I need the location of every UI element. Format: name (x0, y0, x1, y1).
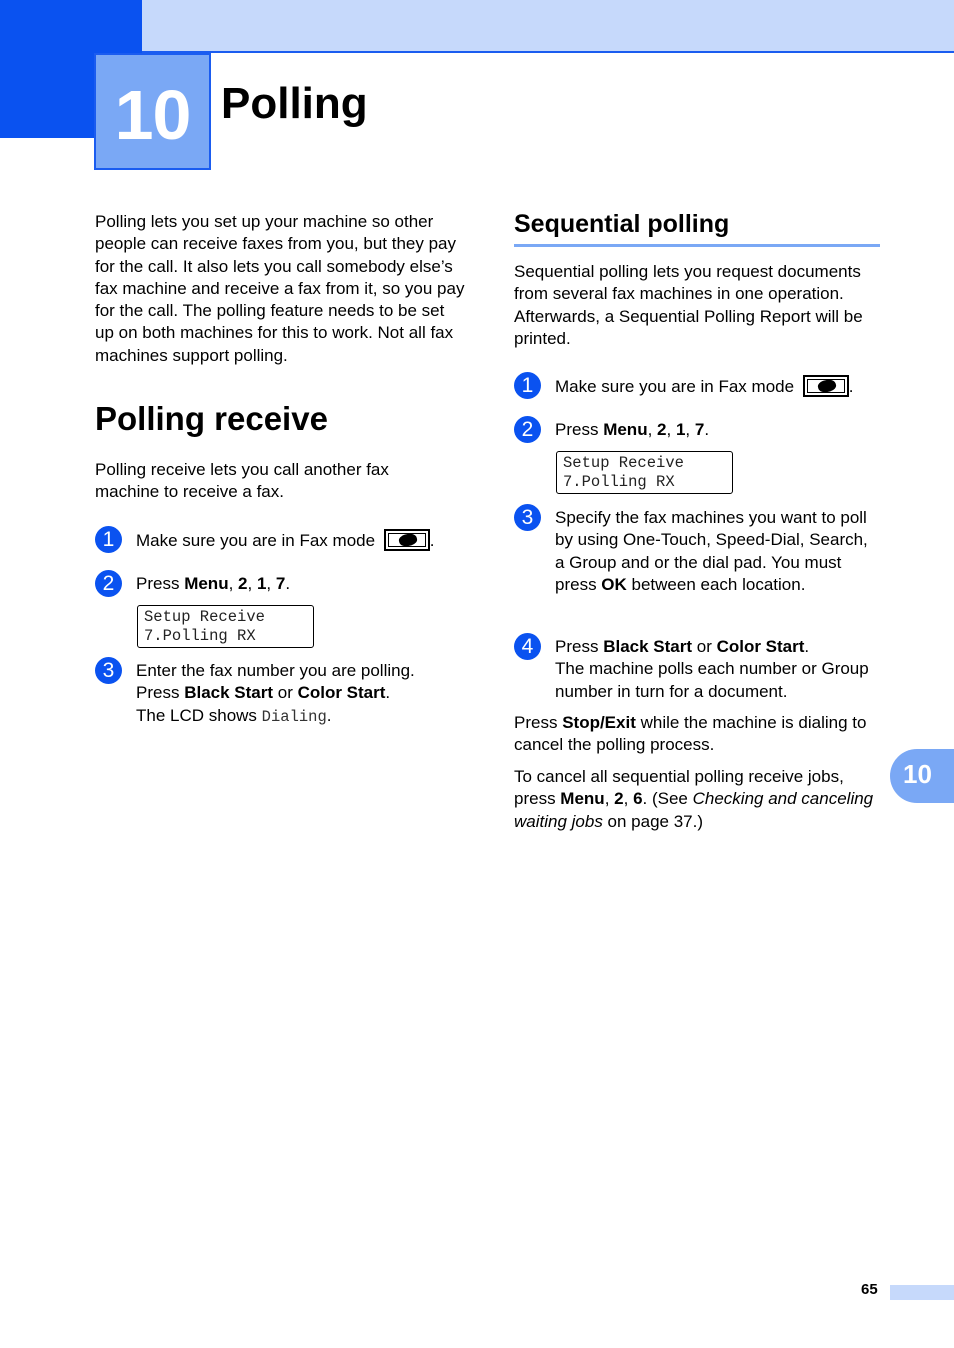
key-2: 2 (614, 789, 624, 809)
polling-receive-intro: Polling receive lets you call another fax machine to receive a fax. (95, 460, 389, 502)
cross-reference-link[interactable]: Checking and canceling waiting jobs (514, 789, 874, 831)
step-3-line-1: Enter the fax number you are polling. (136, 661, 415, 680)
key-black-start: Black Start (184, 683, 274, 703)
note1-b: while the machine is dialing to cancel the polling process. (514, 713, 867, 755)
key-6: 6 (633, 789, 643, 809)
note2-a: To cancel all sequential polling receive jobs, press (514, 767, 844, 809)
lcd-line-1: Setup Receive (563, 454, 684, 472)
chapter-title: Polling (221, 79, 368, 128)
page-number: 65 (861, 1281, 878, 1298)
seq-step-4-line-2: The machine polls each number or Group number in turn for a document. (555, 659, 869, 701)
chapter-side-tab-number: 10 (903, 759, 932, 789)
lcd-line-2: 7.Polling RX (563, 473, 675, 491)
step-number: 2 (514, 416, 541, 443)
seq-step-1-label: Make sure you are in Fax mode (555, 377, 795, 396)
header-band (0, 0, 954, 53)
sep: , (604, 789, 615, 809)
step-1-label: Make sure you are in Fax mode (136, 531, 376, 550)
polling-receive-heading: Polling receive (95, 400, 328, 437)
sep: , (228, 574, 239, 593)
key-7: 7 (275, 574, 286, 593)
key-2: 2 (657, 420, 667, 439)
footer-bar (890, 1285, 954, 1300)
end: . (804, 637, 810, 656)
sequential-polling-heading: Sequential polling (514, 210, 730, 238)
step-3-text (136, 660, 466, 728)
chapter-number-box (94, 53, 211, 170)
seq-step-3-text-b: between each location. (626, 574, 806, 594)
end: . (385, 683, 391, 703)
seq-step-1-text (555, 375, 885, 398)
step-number: 4 (514, 633, 541, 660)
text-press: Press (136, 574, 185, 593)
key-1: 1 (675, 420, 686, 439)
sep: , (266, 574, 276, 593)
text-or: or (273, 683, 298, 703)
step-number: 3 (95, 657, 122, 684)
seq-step-4-text (555, 636, 875, 703)
key-7: 7 (694, 420, 705, 439)
end: . (326, 705, 332, 725)
text-lcd-shows: The LCD shows (136, 705, 262, 725)
step-number: 3 (514, 504, 541, 531)
key-black-start: Black Start (603, 637, 693, 656)
seq-step-2-text (555, 419, 885, 441)
sep: , (647, 420, 658, 439)
key-color-start: Color Start (297, 683, 386, 703)
end: . (704, 420, 710, 439)
heading-underline (514, 244, 880, 247)
note1-a: Press (514, 713, 563, 732)
chapter-number: 10 (114, 75, 191, 154)
text-press: Press (555, 637, 604, 656)
step-1-text (136, 529, 466, 552)
key-ok: OK (601, 574, 627, 594)
text-or: or (692, 637, 717, 656)
fax-mode-icon (803, 375, 849, 397)
step-3-line-2 (136, 682, 466, 704)
note-stop-exit (514, 712, 884, 757)
note-cancel-jobs (514, 766, 884, 833)
key-menu: Menu (603, 420, 648, 439)
lcd-display (556, 451, 733, 494)
lcd-line-2: 7.Polling RX (144, 627, 256, 645)
fax-mode-icon (384, 529, 430, 551)
key-menu: Menu (184, 574, 229, 593)
note2-c: on page 37.) (602, 811, 704, 831)
lcd-dialing-text: Dialing (261, 707, 327, 726)
step-number: 1 (95, 526, 122, 553)
step-number: 1 (514, 372, 541, 399)
lcd-display (137, 605, 314, 648)
step-1-end: . (429, 531, 435, 550)
key-stop-exit: Stop/Exit (562, 713, 636, 732)
seq-step-4-line-1 (555, 636, 875, 658)
text-press: Press (555, 420, 604, 439)
sequential-polling-intro: Sequential polling lets you request documents from several fax machines in one operation. Afterwards, a Sequential Polling Report will be printed. (514, 262, 863, 348)
seq-step-3-text (555, 507, 873, 596)
sep: , (685, 420, 695, 439)
step-number: 2 (95, 570, 122, 597)
lcd-line-1: Setup Receive (144, 608, 265, 626)
sep: , (247, 574, 257, 593)
end: . (285, 574, 291, 593)
text-press: Press (136, 683, 185, 703)
key-menu: Menu (560, 789, 605, 809)
intro-paragraph: Polling lets you set up your machine so other people can receive faxes from you, but they pay for the call. It also lets you call somebody else’s fax machine and receive a fax from it, so you pay for the call. The polling feature needs to be set up on both machines for this to work. Not all fax machines support polling. (95, 212, 465, 365)
key-1: 1 (256, 574, 267, 593)
step-3-line-3 (136, 705, 466, 728)
note2-b: . (See (642, 789, 693, 809)
key-color-start: Color Start (716, 637, 805, 656)
seq-step-3-text-a: Specify the fax machines you want to poll by using One-Touch, Speed-Dial, Search, a Group and or the dial pad. You must press (555, 508, 868, 594)
sep: , (623, 789, 634, 809)
sep: , (666, 420, 676, 439)
seq-step-1-end: . (848, 377, 854, 396)
key-2: 2 (238, 574, 248, 593)
step-2-text (136, 573, 466, 595)
